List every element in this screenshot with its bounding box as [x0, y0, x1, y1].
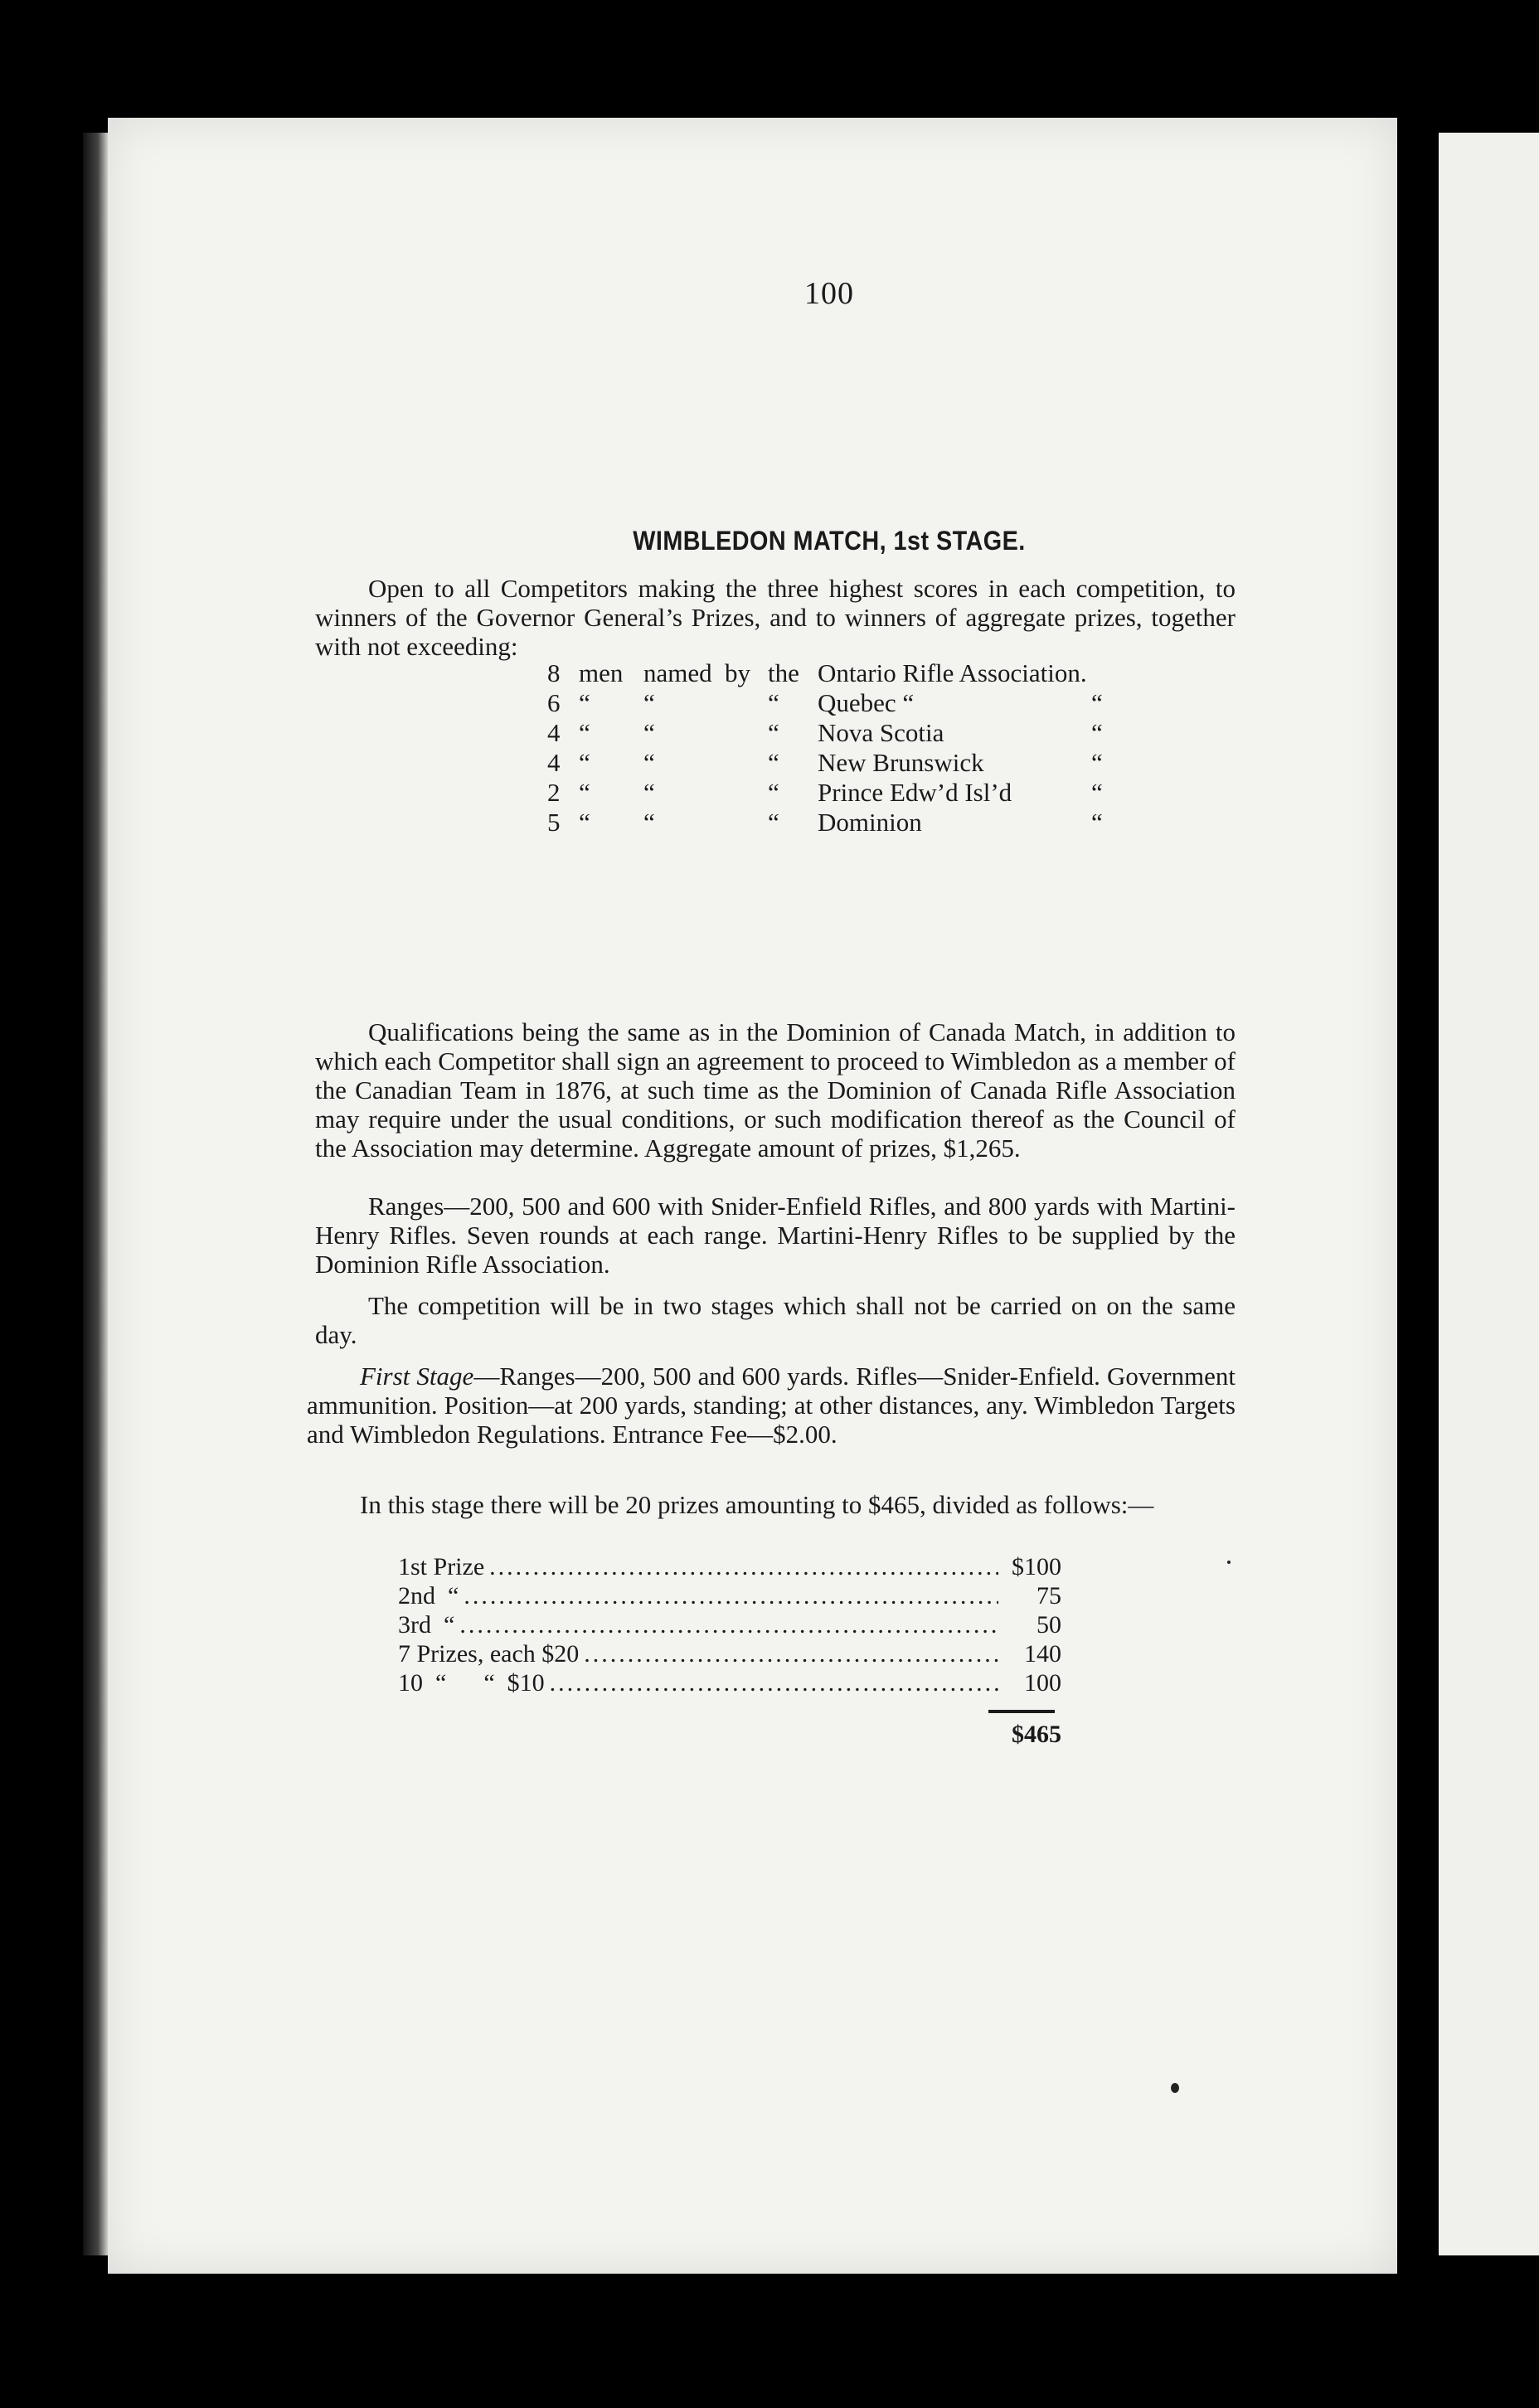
quota-row [547, 658, 1103, 688]
quota-ditto: “ [1091, 748, 1103, 777]
ink-speck [1171, 2083, 1179, 2093]
quota-ditto [1091, 658, 1103, 688]
quota-by [725, 688, 768, 718]
ink-speck [1227, 1561, 1231, 1564]
prize-amount: $100 [1012, 1553, 1061, 1580]
dot-leader [550, 1668, 998, 1697]
dot-leader [584, 1639, 998, 1668]
quota-men: “ [579, 808, 590, 837]
dot-leader [464, 1581, 998, 1610]
quota-province: Ontario Rifle Association. [818, 658, 1087, 687]
quota-named: “ [643, 778, 655, 807]
prize-label: 3rd “ [398, 1611, 455, 1639]
quota-row [547, 778, 1103, 808]
prize-row [398, 1639, 1061, 1668]
page-number: 100 [804, 276, 854, 311]
facing-page-edge [1439, 133, 1539, 2255]
quota-row [547, 718, 1103, 748]
quota-men: “ [579, 778, 590, 807]
quota-men: “ [579, 688, 590, 717]
prize-label: 10 “ “ $10 [398, 1669, 545, 1697]
quota-the: “ [768, 778, 779, 807]
prize-amount: 75 [1037, 1582, 1061, 1609]
quota-by: by [725, 658, 750, 687]
quota-by [725, 718, 768, 748]
quota-number: 8 [547, 658, 561, 687]
quota-row [547, 688, 1103, 718]
ranges-paragraph: Ranges—200, 500 and 600 with Snider-Enfield Rifles, and 800 yards with Martini-Henry Rifles. Seven rounds at each range. Martini-Henry Rifles to be supplied by the Dominion Rifle Association. [315, 1192, 1236, 1279]
quota-by [725, 808, 768, 837]
total-rule [988, 1710, 1055, 1713]
quota-named: named [643, 658, 712, 687]
prize-amount: 140 [1024, 1640, 1061, 1668]
prize-row [398, 1581, 1061, 1610]
quota-ditto: “ [1091, 808, 1103, 837]
prize-amount: 100 [1024, 1669, 1061, 1697]
prize-list [398, 1552, 1061, 1697]
quota-table [547, 658, 1103, 837]
quota-the: “ [768, 748, 779, 777]
quota-ditto: “ [1091, 778, 1103, 807]
section-title: WIMBLEDON MATCH, 1st STAGE. [633, 526, 1026, 556]
quota-province: Nova Scotia [818, 718, 944, 747]
quota-men: “ [579, 718, 590, 747]
intro-paragraph: Open to all Competitors making the three highest scores in each competition, to winners of the Governor General’s Prizes, and to winners of aggregate prizes, together with not exceeding: [315, 574, 1236, 661]
quota-row [547, 808, 1103, 837]
quota-named: “ [643, 688, 655, 717]
quota-named: “ [643, 748, 655, 777]
prize-row [398, 1610, 1061, 1639]
dot-leader [459, 1610, 998, 1639]
quota-number: 6 [547, 688, 561, 717]
quota-men: “ [579, 748, 590, 777]
book-page [108, 118, 1397, 2274]
quota-named: “ [643, 718, 655, 747]
first-stage-text: —Ranges—200, 500 and 600 yards. Rifles—Snider-Enfield. Government ammunition. Position—at 200 yards, standing; at other distances, any. Wimbledon Targets and Wimbledon Regulations. Entrance Fee—$2.00. [307, 1362, 1236, 1449]
quota-by [725, 748, 768, 778]
prize-total: $465 [1012, 1721, 1061, 1748]
quota-named: “ [643, 808, 655, 837]
quota-number: 2 [547, 778, 561, 807]
first-stage-paragraph [307, 1362, 1236, 1449]
qualifications-paragraph: Qualifications being the same as in the Dominion of Canada Match, in addition to which each Competitor shall sign an agreement to proceed to Wimbledon as a member of the Canadian Team in 1876, at such time as the Dominion of Canada Rifle Association may require under the usual conditions, or such modification thereof as the Council of the Association may determine. Aggregate amount of prizes, $1,265. [315, 1017, 1236, 1163]
quota-number: 4 [547, 718, 561, 747]
quota-by [725, 778, 768, 808]
dot-leader [489, 1552, 998, 1581]
quota-province: Dominion [818, 808, 922, 837]
quota-men: men [579, 658, 624, 687]
quota-the: “ [768, 688, 779, 717]
prize-row [398, 1552, 1061, 1581]
quota-number: 4 [547, 748, 561, 777]
prize-label: 1st Prize [398, 1553, 485, 1580]
first-stage-label: First Stage [360, 1362, 474, 1391]
quota-the: “ [768, 718, 779, 747]
quota-row [547, 748, 1103, 778]
quota-province: New Brunswick [818, 748, 984, 777]
quota-the: “ [768, 808, 779, 837]
quota-province: Prince Edw’d Isl’d [818, 778, 1012, 807]
quota-ditto: “ [1091, 718, 1103, 747]
quota-ditto: “ [1091, 688, 1103, 717]
prizes-intro-paragraph: In this stage there will be 20 prizes amounting to $465, divided as follows:— [360, 1490, 1154, 1519]
prize-row [398, 1668, 1061, 1697]
stages-paragraph: The competition will be in two stages which shall not be carried on on the same day. [315, 1291, 1236, 1349]
prize-label: 2nd “ [398, 1582, 459, 1609]
prize-label: 7 Prizes, each $20 [398, 1640, 580, 1668]
quota-number: 5 [547, 808, 561, 837]
quota-province: Quebec “ [818, 688, 915, 717]
quota-the: the [768, 658, 799, 687]
prize-amount: 50 [1037, 1611, 1061, 1639]
